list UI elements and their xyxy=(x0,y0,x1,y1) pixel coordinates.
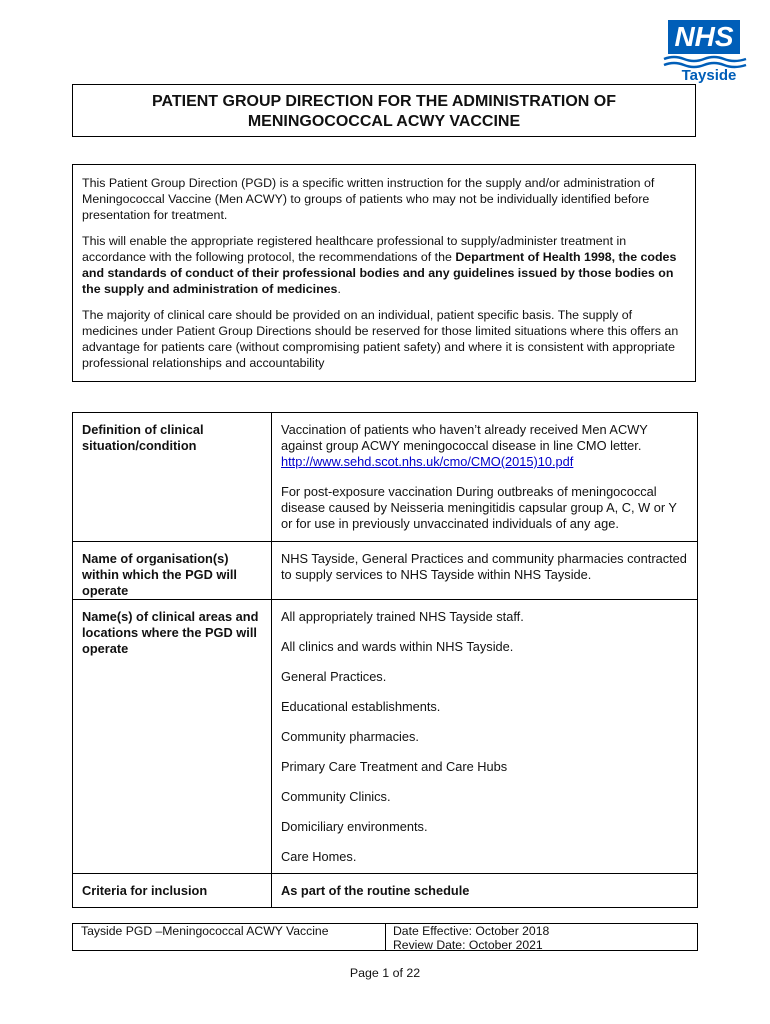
review-date: Review Date: October 2021 xyxy=(393,938,543,952)
location-item: Domiciliary environments. xyxy=(281,819,428,834)
location-item: Community pharmacies. xyxy=(281,729,419,744)
definition-text-2: For post-exposure vaccination During outbreaks of meningococcal disease caused by Neisseria meningitidis capsular group A, C, W or Y or for use in previously unvaccinated individuals of any age. xyxy=(281,484,677,531)
locations-value xyxy=(272,600,698,874)
nhs-logo-mark: NHS xyxy=(668,20,740,54)
inclusion-label: Criteria for inclusion xyxy=(73,874,272,908)
location-item: All clinics and wards within NHS Tayside. xyxy=(281,639,514,654)
document-title xyxy=(72,84,696,137)
date-effective: Date Effective: October 2018 xyxy=(393,924,550,938)
definition-text-1: Vaccination of patients who haven’t already received Men ACWY against group ACWY meningococcal disease in line CMO letter. xyxy=(281,422,648,453)
footer-dates xyxy=(393,924,549,952)
cmo-letter-link[interactable]: http://www.sehd.scot.nhs.uk/cmo/CMO(2015)10.pdf xyxy=(281,454,574,469)
location-item: Educational establishments. xyxy=(281,699,441,714)
footer-divider xyxy=(385,923,386,951)
footer-box xyxy=(72,923,698,951)
intro-p2-bold: Department of Health 1998, the codes and standards of conduct of their professional bodies and any guidelines issued by those bodies on the supply and administration of medicines xyxy=(82,250,677,296)
inclusion-text: As part of the routine schedule xyxy=(281,883,470,898)
intro-p2-start: This will enable the appropriate registered healthcare professional to supply/administer treatment in accordance with the following protocol, the recommendations of the xyxy=(82,234,627,264)
table-row-inclusion xyxy=(73,874,698,908)
location-item: Care Homes. xyxy=(281,849,357,864)
table-row-definition xyxy=(73,413,698,542)
location-item: Community Clinics. xyxy=(281,789,391,804)
title-line-1: PATIENT GROUP DIRECTION FOR THE ADMINISTRATION OF xyxy=(152,93,616,110)
intro-paragraph-3: The majority of clinical care should be provided on an individual, patient specific basis. The supply of medicines under Patient Group Directions should be reserved for those limited situations where this offers an advantage for patients care (without compromising patient safety) and where it is consistent with appropriate professional relationships and accountability xyxy=(82,308,679,370)
table-row-organisation xyxy=(73,542,698,600)
intro-section xyxy=(72,164,696,382)
intro-p2-end: . xyxy=(337,282,341,296)
organisation-text: NHS Tayside, General Practices and community pharmacies contracted to supply services to NHS Tayside within NHS Tayside. xyxy=(281,551,687,582)
location-item: Primary Care Treatment and Care Hubs xyxy=(281,759,508,774)
page-number: Page 1 of 22 xyxy=(349,966,421,980)
organisation-label: Name of organisation(s) within which the PGD will operate xyxy=(73,542,272,600)
intro-paragraph-1: This Patient Group Direction (PGD) is a specific written instruction for the supply and/or administration of Meningococcal Vaccine (Men ACWY) to groups of patients who may not be individually identified before presentation for treatment. xyxy=(82,176,655,222)
definition-value xyxy=(272,413,698,542)
pgd-details-table xyxy=(72,412,698,908)
location-item: All appropriately trained NHS Tayside staff. xyxy=(281,609,524,624)
definition-label: Definition of clinical situation/condition xyxy=(73,413,272,542)
title-line-2: MENINGOCOCCAL ACWY VACCINE xyxy=(247,113,521,130)
footer-title: Tayside PGD –Meningococcal ACWY Vaccine xyxy=(81,924,329,938)
inclusion-value xyxy=(272,874,698,908)
table-row-locations xyxy=(73,600,698,874)
intro-paragraph-2 xyxy=(82,233,686,297)
nhs-tayside-logo xyxy=(662,20,748,86)
organisation-value xyxy=(272,542,698,600)
logo-region: Tayside xyxy=(681,67,737,84)
definition-text xyxy=(281,422,689,470)
locations-label: Name(s) of clinical areas and locations where the PGD will operate xyxy=(73,600,272,874)
location-item: General Practices. xyxy=(281,669,387,684)
